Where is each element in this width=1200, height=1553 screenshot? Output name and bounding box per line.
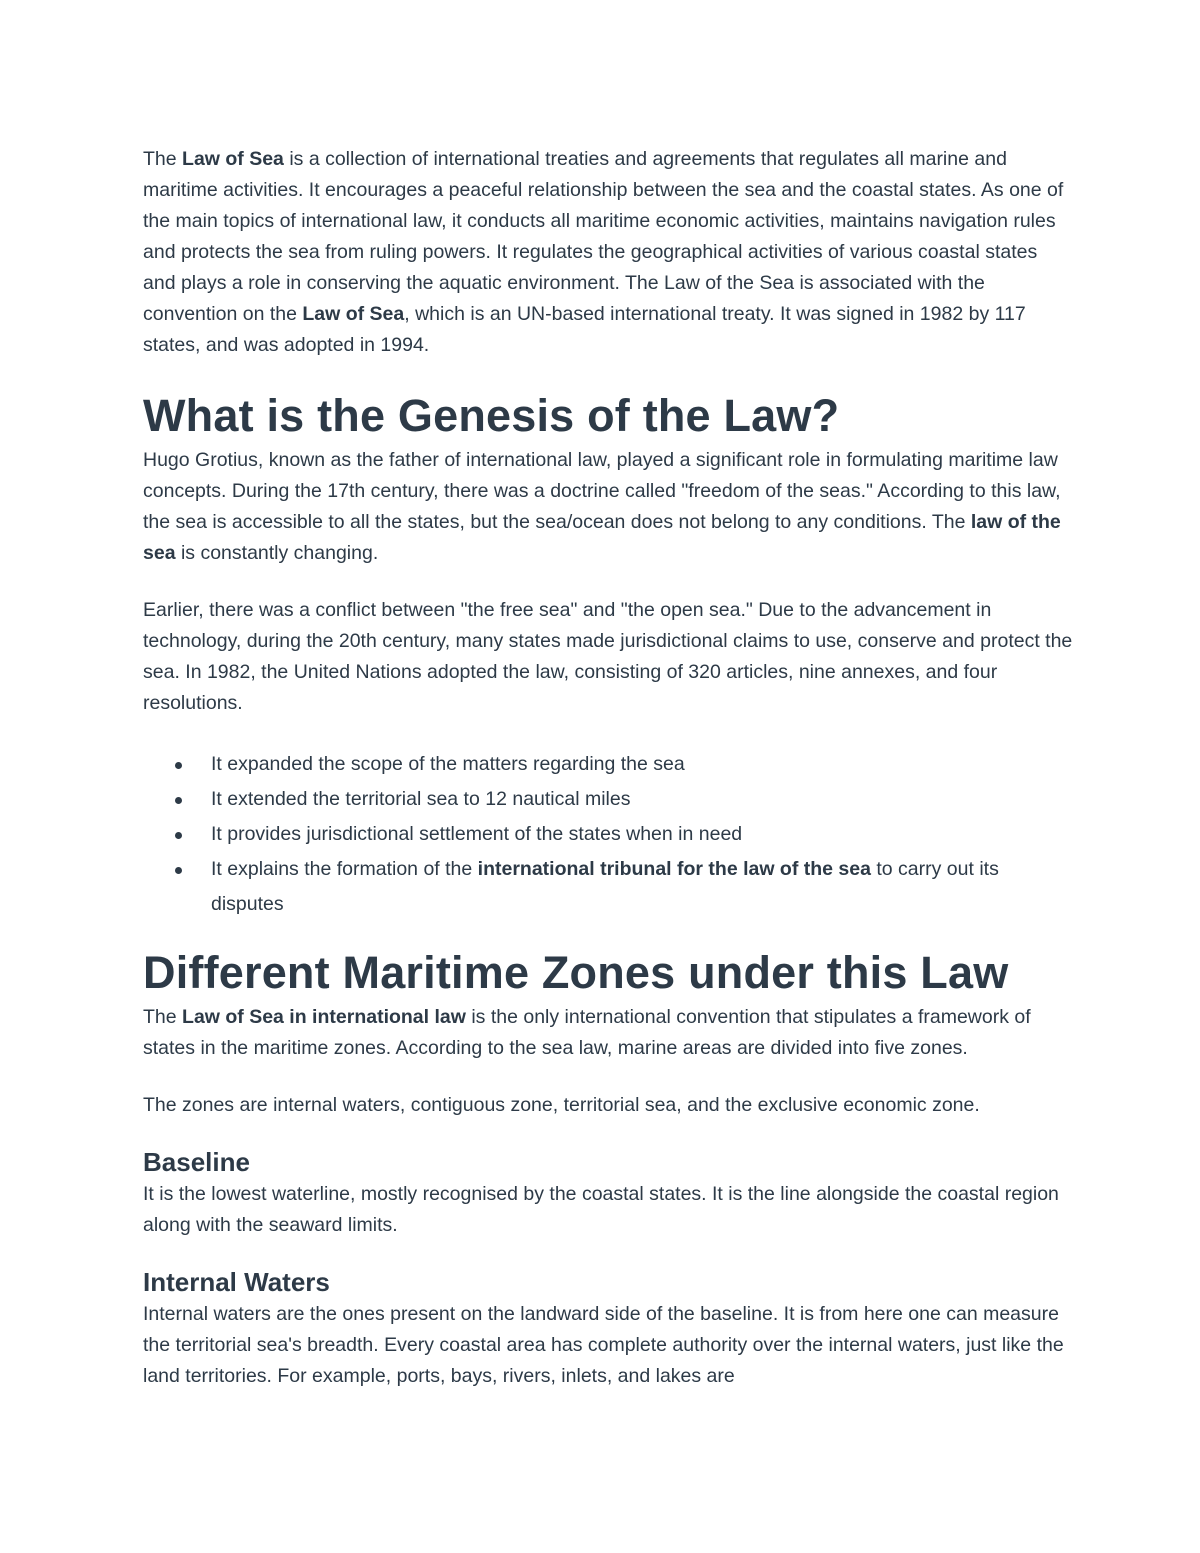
- zones-paragraph-2: The zones are internal waters, contiguous zone, territorial sea, and the exclusive economic zone.: [143, 1094, 980, 1116]
- list-item: It expanded the scope of the matters regarding the sea: [143, 747, 1073, 782]
- law-of-the-sea-term: law of the sea: [143, 511, 1061, 564]
- zones-heading: Different Maritime Zones under this Law: [143, 947, 1009, 998]
- genesis-paragraph-1: Hugo Grotius, known as the father of international law, played a significant role in formulating maritime law concepts. During the 17th century, there was a doctrine called "freedom of the seas." According to this law, the sea is accessible to all the states, but the sea/ocean does not belong to any conditions. The law of the sea is constantly changing.: [143, 449, 1061, 564]
- baseline-heading: Baseline: [143, 1147, 250, 1177]
- law-of-sea-international-term: Law of Sea in international law: [182, 1006, 466, 1028]
- internal-waters-paragraph: Internal waters are the ones present on the landward side of the baseline. It is from here one can measure the territorial sea's breadth. Every coastal area has complete authority over the internal waters, just like the land territories. For example, ports, bays, rivers, inlets, and lakes are: [143, 1303, 1064, 1387]
- genesis-paragraph-2: Earlier, there was a conflict between "the free sea" and "the open sea." Due to the advancement in technology, during the 20th century, many states made jurisdictional claims to use, conserve and protect the sea. In 1982, the United Nations adopted the law, consisting of 320 articles, nine annexes, and four resolutions.: [143, 599, 1073, 714]
- law-of-sea-term: Law of Sea: [182, 148, 284, 170]
- baseline-paragraph: It is the lowest waterline, mostly recognised by the coastal states. It is the line alongside the coastal region along with the seaward limits.: [143, 1183, 1059, 1236]
- list-item: It provides jurisdictional settlement of the states when in need: [143, 817, 1073, 852]
- itlos-term: international tribunal for the law of the sea: [477, 858, 871, 880]
- intro-paragraph: The Law of Sea is a collection of international treaties and agreements that regulates all marine and maritime activities. It encourages a peaceful relationship between the sea and the coastal states. As one of the main topics of international law, it conducts all maritime economic activities, maintains navigation rules and protects the sea from ruling powers. It regulates the geographical activities of various coastal states and plays a role in conserving the aquatic environment. The Law of the Sea is associated with the convention on the Law of Sea, which is an UN-based international treaty. It was signed in 1982 by 117 states, and was adopted in 1994.: [143, 148, 1064, 356]
- genesis-bullet-list: [143, 747, 1073, 922]
- document-page: [143, 144, 1073, 1392]
- law-of-sea-term: Law of Sea: [302, 303, 405, 325]
- list-item: It extended the territorial sea to 12 nautical miles: [143, 782, 1073, 817]
- list-item: It explains the formation of the international tribunal for the law of the sea to carry out its disputes: [143, 852, 1073, 922]
- genesis-heading: What is the Genesis of the Law?: [143, 390, 840, 441]
- internal-waters-heading: Internal Waters: [143, 1267, 330, 1297]
- zones-paragraph-1: The Law of Sea in international law is the only international convention that stipulates a framework of states in the maritime zones. According to the sea law, marine areas are divided into five zones.: [143, 1006, 1031, 1059]
